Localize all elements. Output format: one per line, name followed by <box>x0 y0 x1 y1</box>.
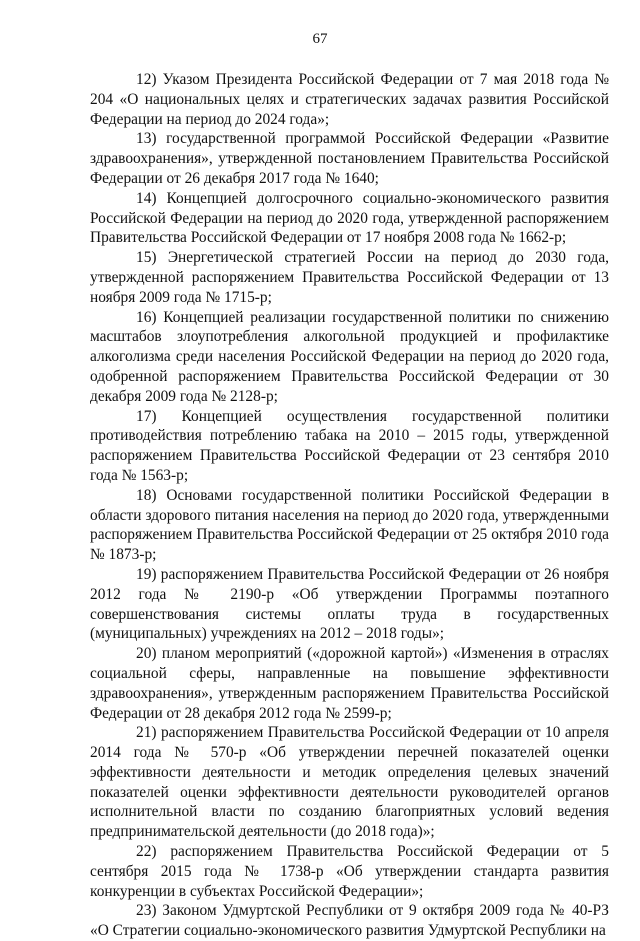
list-item-13: 13) государственной программой Российской Федерации «Развитие здравоохранения», утвержденной постановлением Правительства Российской Федерации от 26 декабря 2017 года № 1640; <box>90 130 609 187</box>
list-item-21: 21) распоряжением Правительства Российской Федерации от 10 апреля 2014 года № 570-р «Об утверждении перечней показателей оценки эффективности деятельности и методик определения целевых значений показателей оценки эффективности деятельности руководителей органов исполнительной власти по созданию благоприятных условий ведения предпринимательской деятельности (до 2018 года)»; <box>90 724 609 841</box>
list-item-16: 16) Концепцией реализации государственной политики по снижению масштабов злоупотребления алкогольной продукцией и профилактике алкоголизма среди населения Российской Федерации на период до 2020 года, одобренной распоряжением Правительства Российской Федерации от 30 декабря 2009 года № 2128-р; <box>90 308 609 405</box>
list-item-23: 23) Законом Удмуртской Республики от 9 октября 2009 года № 40-РЗ «О Стратегии социально-экономического развития Удмуртской Республики на <box>90 902 609 940</box>
document-body <box>90 70 609 941</box>
list-item-19: 19) распоряжением Правительства Российской Федерации от 26 ноября 2012 года № 2190-р «Об утверждении Программы поэтапного совершенствования системы оплаты труда в государственных (муниципальных) учреждениях на 2012 – 2018 годы»; <box>90 565 609 643</box>
page-number: 67 <box>312 31 328 47</box>
list-item-20: 20) планом мероприятий («дорожной картой») «Изменения в отраслях социальной сферы, направленные на повышение эффективности здравоохранения», утвержденным распоряжением Правительства Российской Федерации от 28 декабря 2012 года № 2599-р; <box>90 645 609 722</box>
list-item-15: 15) Энергетической стратегией России на период до 2030 года, утвержденной распоряжением Правительства Российской Федерации от 13 ноября 2009 года № 1715-р; <box>90 249 609 306</box>
list-item-14: 14) Концепцией долгосрочного социально-экономического развития Российской Федерации на период до 2020 года, утвержденной распоряжением Правительства Российской Федерации от 17 ноября 2008 года № 1662-р; <box>90 189 609 247</box>
list-item-18: 18) Основами государственной политики Российской Федерации в области здорового питания населения на период до 2020 года, утвержденными распоряжением Правительства Российской Федерации от 25 октября 2010 года № 1873-р; <box>90 486 609 564</box>
list-item-17: 17) Концепцией осуществления государственной политики противодействия потреблению табака на 2010 – 2015 годы, утвержденной распоряжением Правительства Российской Федерации от 23 сентября 2010 года № 1563-р; <box>90 407 609 484</box>
list-item-12: 12) Указом Президента Российской Федерации от 7 мая 2018 года № 204 «О национальных целях и стратегических задачах развития Российской Федерации на период до 2024 года»; <box>90 71 609 128</box>
list-item-22: 22) распоряжением Правительства Российской Федерации от 5 сентября 2015 года № 1738-р «Об утверждении стандарта развития конкуренции в субъектах Российской Федерации»; <box>90 843 609 900</box>
